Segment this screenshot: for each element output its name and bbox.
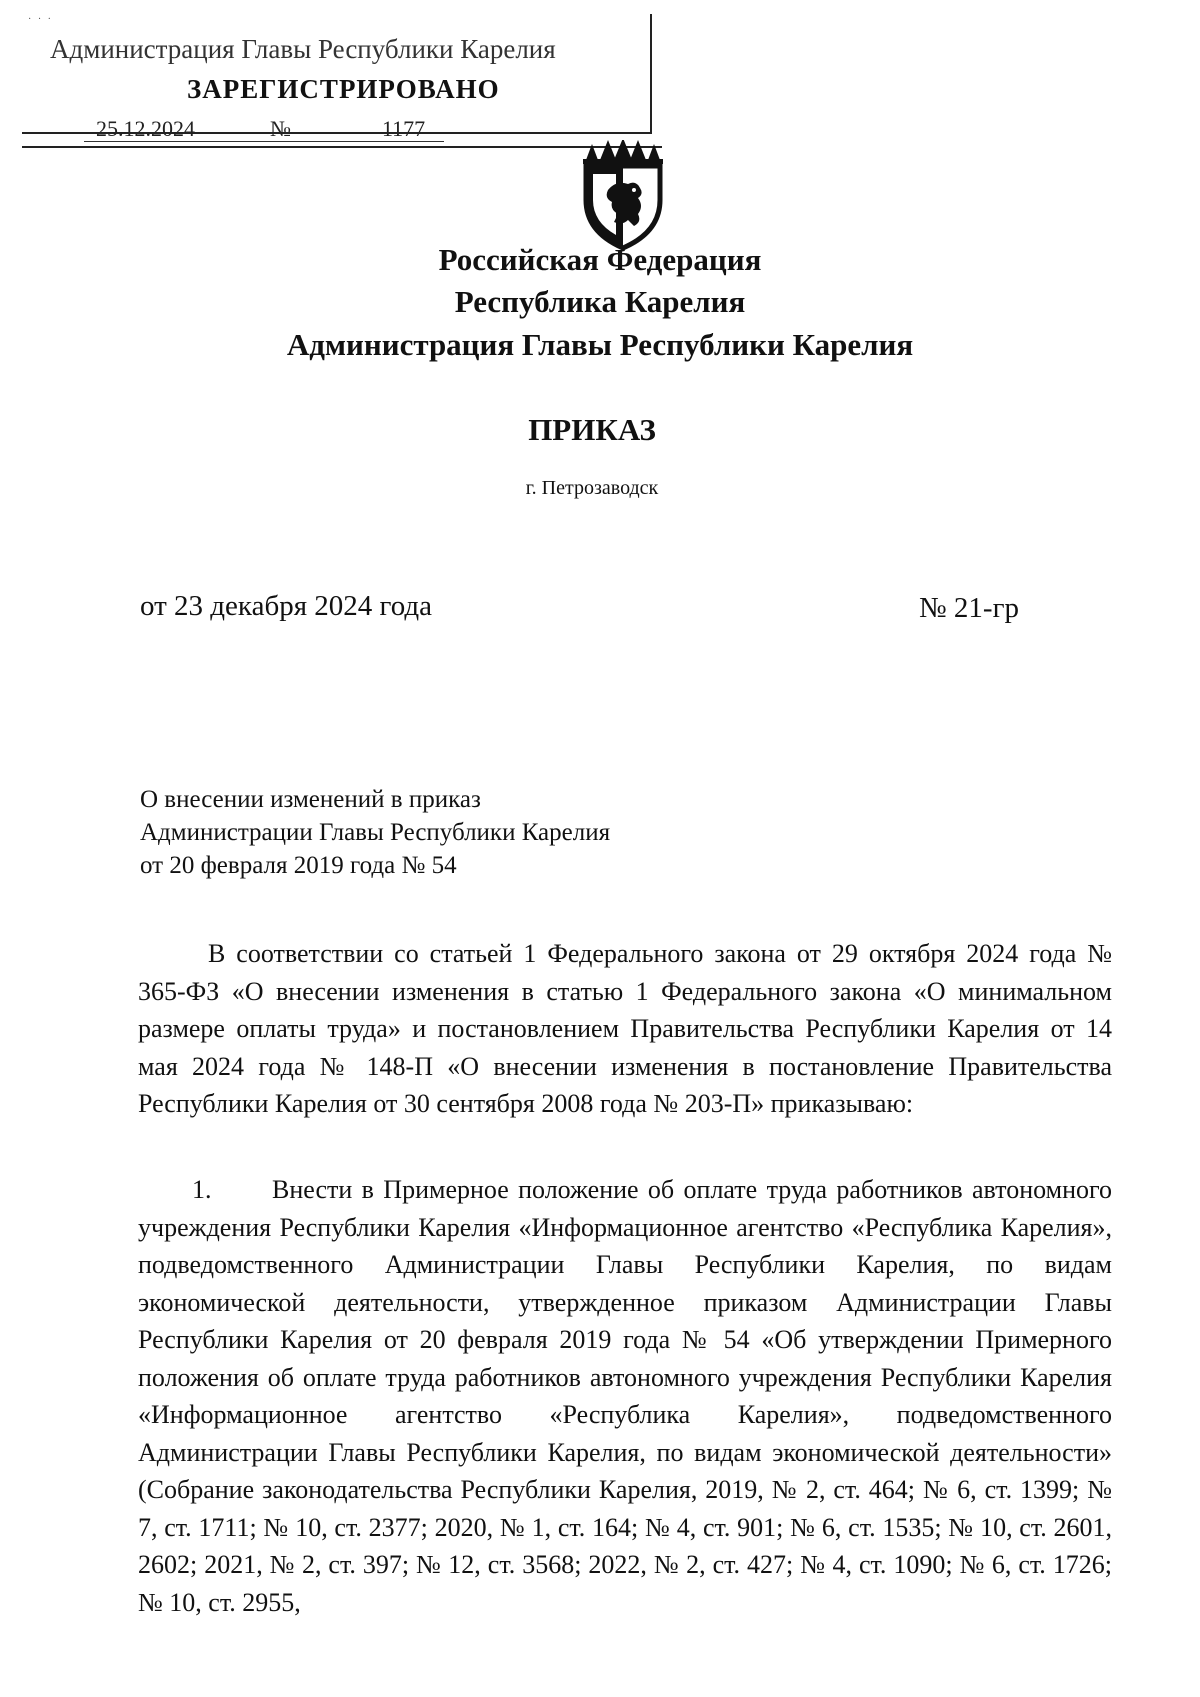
stamp-date: 25.12.2024 bbox=[96, 116, 195, 141]
item-number: 1. bbox=[192, 1175, 212, 1204]
city-line: г. Петрозаводск bbox=[525, 477, 659, 499]
preamble-paragraph: В соответствии со статьей 1 Федерального закона от 29 октября 2024 года № 365-ФЗ «О внесении изменения в статью 1 Федерального закона «О минимальном размере оплаты труда» и постановлением Правительства Республики Карелия от 14 мая 2024 года № 148-П «О внесении изменения в постановление Правительства Республики Карелия от 30 сентября 2008 года № 203-П» приказываю: bbox=[138, 939, 1112, 1118]
order-subject bbox=[140, 783, 610, 882]
stamp-dots: · · · bbox=[28, 14, 53, 25]
registration-stamp bbox=[22, 14, 652, 141]
document-type-title: ПРИКАЗ bbox=[528, 412, 656, 447]
stamp-underline bbox=[84, 141, 444, 142]
stamp-divider bbox=[22, 146, 662, 148]
stamp-number: 1177 bbox=[382, 116, 426, 141]
stamp-number-sign: № bbox=[270, 116, 291, 141]
karelia-coat-of-arms-icon bbox=[578, 140, 668, 250]
stamp-title: ЗАРЕГИСТРИРОВАНО bbox=[187, 74, 500, 104]
stamp-organization: Администрация Главы Республики Карелия bbox=[50, 34, 556, 64]
subject-line: от 20 февраля 2019 года № 54 bbox=[140, 852, 457, 879]
item-text: Внести в Примерное положение об оплате труда работников автономного учреждения Республики Карелия «Информационное агентство «Республика Карелия», подведомственного Администрации Главы Республики Карелия, по видам экономической деятельности, утвержденное приказом Администрации Главы Республики Карелия от 20 февраля 2019 года № 54 «Об утверждении Примерного положения об оплате труда работников автономного учреждения Республики Карелия «Информационное агентство «Республика Карелия», подведомственного Администрации Главы Республики Карелия, по видам экономической деятельности» (Собрание законодательства Республики Карелия, 2019, № 2, ст. 464; № 6, ст. 1399; № 7, ст. 1711; № 10, ст. 2377; 2020, № 1, ст. 164; № 4, ст. 901; № 6, ст. 1535; № 10, ст. 2601, 2602; 2021, № 2, ст. 397; № 12, ст. 3568; 2022, № 2, ст. 427; № 4, ст. 1090; № 6, ст. 1726; № 10, ст. 2955, bbox=[138, 1175, 1112, 1617]
order-date: от 23 декабря 2024 года bbox=[140, 590, 432, 622]
subject-line: О внесении изменений в приказ bbox=[140, 786, 481, 813]
header-republic: Республика Карелия bbox=[454, 284, 746, 319]
header-country: Российская Федерация bbox=[438, 242, 762, 277]
header-administration: Администрация Главы Республики Карелия bbox=[286, 327, 914, 362]
order-number: № 21-гр bbox=[919, 592, 1019, 624]
subject-line: Администрации Главы Республики Карелия bbox=[140, 819, 611, 846]
item-1-paragraph bbox=[138, 1171, 1112, 1621]
